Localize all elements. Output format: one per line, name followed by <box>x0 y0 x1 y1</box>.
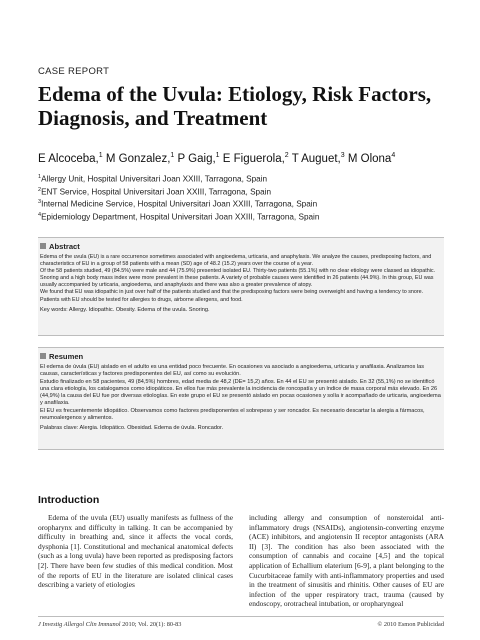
author: P Gaig,$^1$ <box>177 152 220 165</box>
affiliation-list <box>38 172 319 223</box>
abstract-heading: Abstract <box>38 238 444 251</box>
author: E Figuerola,$^2$ <box>222 152 289 165</box>
author: M Gonzalez,$^1$ <box>105 152 175 165</box>
introduction-heading: Introduction <box>38 494 100 506</box>
affiliation: $^3$Internal Medicine Service, Hospital Universitari Joan XXIII, Tarragona, Spain <box>38 199 318 210</box>
footer-copyright: © 2010 Esmon Publicidad <box>377 621 444 628</box>
resumen-keywords: Palabras clave: Alergia. Idiopático. Obesidad. Edema de úvula. Roncador. <box>40 425 224 432</box>
article-type-label: CASE REPORT <box>38 66 110 77</box>
abstract-paragraph: We found that EU was idiopathic in just over half of the patients studied and that the predisposing factors were being overweight and having a tendency to snore. Patients with EU should be tested for allergies to drugs, airborne allergens, and food. <box>40 289 424 303</box>
introduction-right-column <box>249 513 444 609</box>
resumen-box <box>38 347 444 450</box>
body-paragraph: Edema of the uvula (EU) usually manifests as fullness of the oropharynx and difficulty in talking. It can be accompanied by difficulty in breathing and, since it affects the vocal cords, dysphonia [1]. Constitutional and mechanical anatomical defects (such as a long uvula) have been reported as predisposing factors [2]. There have been few studies of this medical condition. Most of the reports of EU in the literature are isolated clinical cases describing a variety of etiologies <box>38 513 233 590</box>
abstract-box <box>38 237 444 336</box>
footer-divider <box>38 616 444 617</box>
affiliation: $^4$Epidemiology Department, Hospital Universitari Joan XXIII, Tarragona, Spain <box>38 212 320 222</box>
introduction-left-column <box>38 513 233 590</box>
author: T Auguet,$^3$ <box>291 152 345 165</box>
author-list <box>38 152 395 165</box>
square-bullet-icon <box>40 243 46 249</box>
footer-citation <box>38 621 181 628</box>
resumen-paragraph: El edema de úvula (EU) aislado en el adulto es una entidad poco frecuente. En ocasiones va asociado a angioedema, urticaria y anafilaxia. Analizamos las causas, características y factores predisponentes del EU, así como su evolución. <box>40 364 425 378</box>
journal-name: J Investig Allergol Clin Immunol <box>38 621 121 628</box>
author: E Alcoceba,$^1$ <box>38 152 103 165</box>
resumen-paragraph: El EU es frecuentemente idiopático. Observamos como factores predisponentes el sobrepeso y ser roncador. Es necesario descartar la alergia a fármacos, neumoalergenos y alimentos. <box>40 407 425 422</box>
abstract-body <box>38 251 444 304</box>
affiliation: $^2$ENT Service, Hospital Universitari Joan XXIII, Tarragona, Spain <box>38 186 272 197</box>
square-bullet-icon <box>40 353 46 359</box>
resumen-paragraph: Estudio finalizado en 58 pacientes, 49 (84,5%) hombres, edad media de 48,2 (DE= 15,2) años. En 44 el EU se presentó aislado. En 32 (55,1%) no se identificó una clara etiología, los catalogamos como idiopáticos. En ellos fue más prevalente la incidencia de roncopatía y un índice de masa corporal más elevado. En 26 (44,9%) la causa del EU fue por diversas etiologías. En este grupo el EU se presentó aislado en pocas ocasiones y solía ir acompañado de urticaria, angioedema y anafilaxia. <box>40 378 441 407</box>
abstract-paragraph: Of the 58 patients studied, 49 (84.5%) were male and 44 (75.9%) presented isolated EU. Thirty-two patients (55.1%) with no clear etiology were classed as idiopathic. Snoring and a high body mass index were more prevalent in these patients. A variety of probable causes were identified in 26 patients (44.9%). In this group, EU was usually accompanied by urticaria, angioedema, and anaphylaxis and there was also a greater prevalence of atopy. <box>40 268 436 289</box>
resumen-heading: Resumen <box>38 348 444 361</box>
volume-info: 2010; Vol. 20(1): 80-83 <box>122 621 182 628</box>
abstract-keywords: Key words: Allergy. Idiopathic. Obesity. Edema of the uvula. Snoring. <box>40 306 210 313</box>
body-paragraph: including allergy and consumption of nonsteroidal anti-inflammatory drugs (NSAIDs), angiotensin-converting enzyme (ACE) inhibitors, and angiotensin II receptor antagonists (ARA II) [3]. The condition has also been associated with the consumption of cannabis and cocaine [4,5] and the topical application of Echallium elaterium [6-9], a plant belonging to the Cucurbitaceae family with anti-inflammatory properties and used in the treatment of sinusitis and rhinitis. Other causes of EU are infection of the upper respiratory tract, trauma (caused by endoscopy, orotracheal intubation, or oropharyngeal <box>249 513 444 609</box>
author: M Olona$^4$ <box>347 152 396 165</box>
article-title: Edema of the Uvula: Etiology, Risk Factors, Diagnosis, and Treatment <box>38 82 432 130</box>
affiliation: $^1$Allergy Unit, Hospital Universitari Joan XXIII, Tarragona, Spain <box>38 174 268 184</box>
abstract-paragraph: Edema of the uvula (EU) is a rare occurrence sometimes associated with angioedema, urticaria, and anaphylaxis. We analyze the causes, predisposing factors, and characteristics of EU in a group of 58 patients with a mean (SD) age of 48.2 (15.2) years over the course of a year. <box>40 254 432 268</box>
resumen-body <box>38 361 444 422</box>
